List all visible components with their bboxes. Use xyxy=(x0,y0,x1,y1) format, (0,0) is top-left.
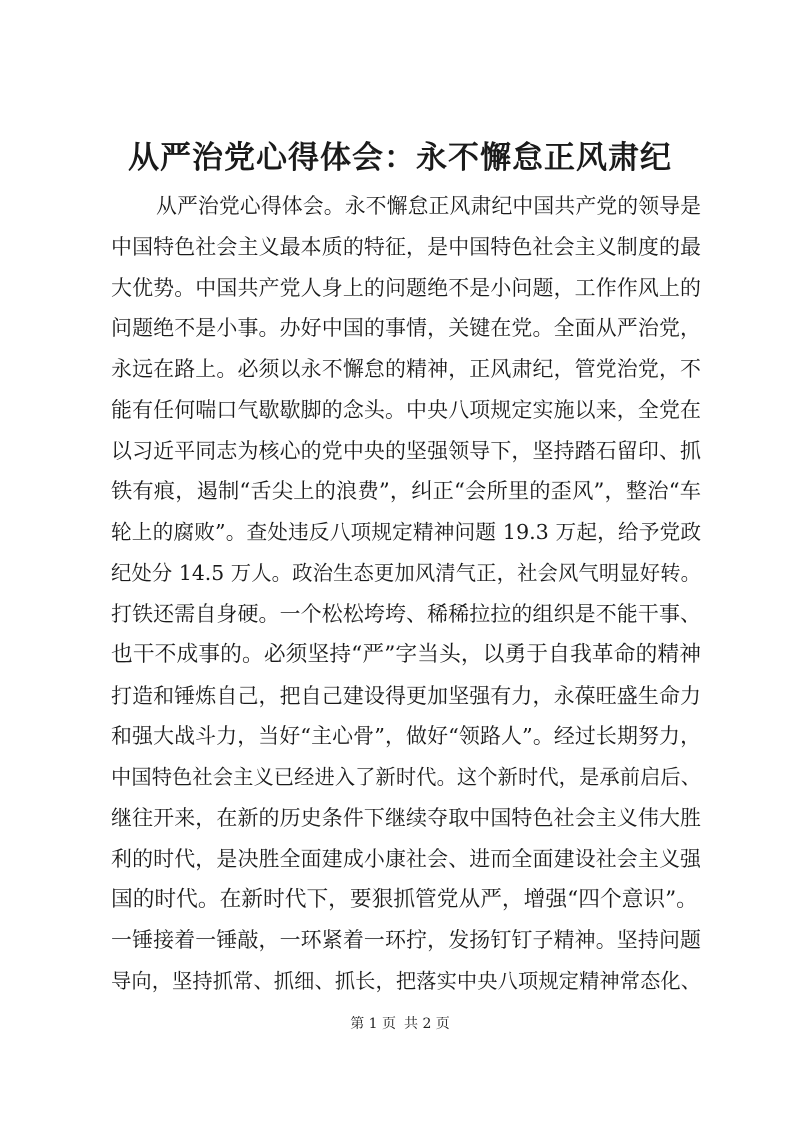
body-line: 纪处分 14.5 万人。政治生态更加风清气正，社会风气明显好转。 xyxy=(111,561,701,586)
body-line: 中国特色社会主义已经进入了新时代。这个新时代，是承前启后、 xyxy=(111,765,701,790)
body-line: 永远在路上。必须以永不懈怠的精神，正风肃纪，管党治党，不 xyxy=(111,357,701,382)
page-footer xyxy=(0,1014,800,1034)
page-count: 共 2 页 xyxy=(404,1016,450,1032)
body-line: 以习近平同志为核心的党中央的坚强领导下，坚持踏石留印、抓 xyxy=(111,438,701,463)
body-line: 导向，坚持抓常、抓细、抓长，把落实中央八项规定精神常态化、 xyxy=(111,969,701,994)
body-line: 国的时代。在新时代下，要狠抓管党从严，增强“四个意识”。 xyxy=(111,886,698,912)
body-line: 也干不成事的。必须坚持“严”字当头，以勇于自我革命的精神 xyxy=(111,641,701,667)
body-line: 铁有痕，遏制“舌尖上的浪费”，纠正“会所里的歪风”，整治“车 xyxy=(111,478,701,504)
body-line: 打铁还需自身硬。一个松松垮垮、稀稀拉拉的组织是不能干事、 xyxy=(111,601,701,626)
page-number: 第 1 页 xyxy=(350,1016,396,1032)
body-line: 从严治党心得体会。永不懈怠正风肃纪中国共产党的领导是 xyxy=(156,194,701,218)
body-line: 一锤接着一锤敲，一环紧着一环拧，发扬钉钉子精神。坚持问题 xyxy=(111,928,701,953)
body-line: 中国特色社会主义最本质的特征，是中国特色社会主义制度的最 xyxy=(111,234,701,259)
body-line: 轮上的腐败”。查处违反八项规定精神问题 19.3 万起，给予党政 xyxy=(111,520,701,545)
document-title: 从严治党心得体会：永不懈怠正风肃纪 xyxy=(128,140,672,176)
body-line: 利的时代，是决胜全面建成小康社会、进而全面建设社会主义强 xyxy=(111,846,701,871)
body-line: 问题绝不是小事。办好中国的事情，关键在党。全面从严治党， xyxy=(111,316,701,341)
body-line: 能有任何喘口气歇歇脚的念头。中央八项规定实施以来，全党在 xyxy=(111,397,701,422)
body-line: 打造和锤炼自己，把自己建设得更加坚强有力，永葆旺盛生命力 xyxy=(111,683,701,708)
body-line: 和强大战斗力，当好“主心骨”，做好“领路人”。经过长期努力， xyxy=(111,724,701,749)
document-body xyxy=(111,186,701,1002)
body-line: 大优势。中国共产党人身上的问题绝不是小问题，工作作风上的 xyxy=(111,275,701,300)
body-line: 继往开来，在新的历史条件下继续夺取中国特色社会主义伟大胜 xyxy=(111,805,701,830)
